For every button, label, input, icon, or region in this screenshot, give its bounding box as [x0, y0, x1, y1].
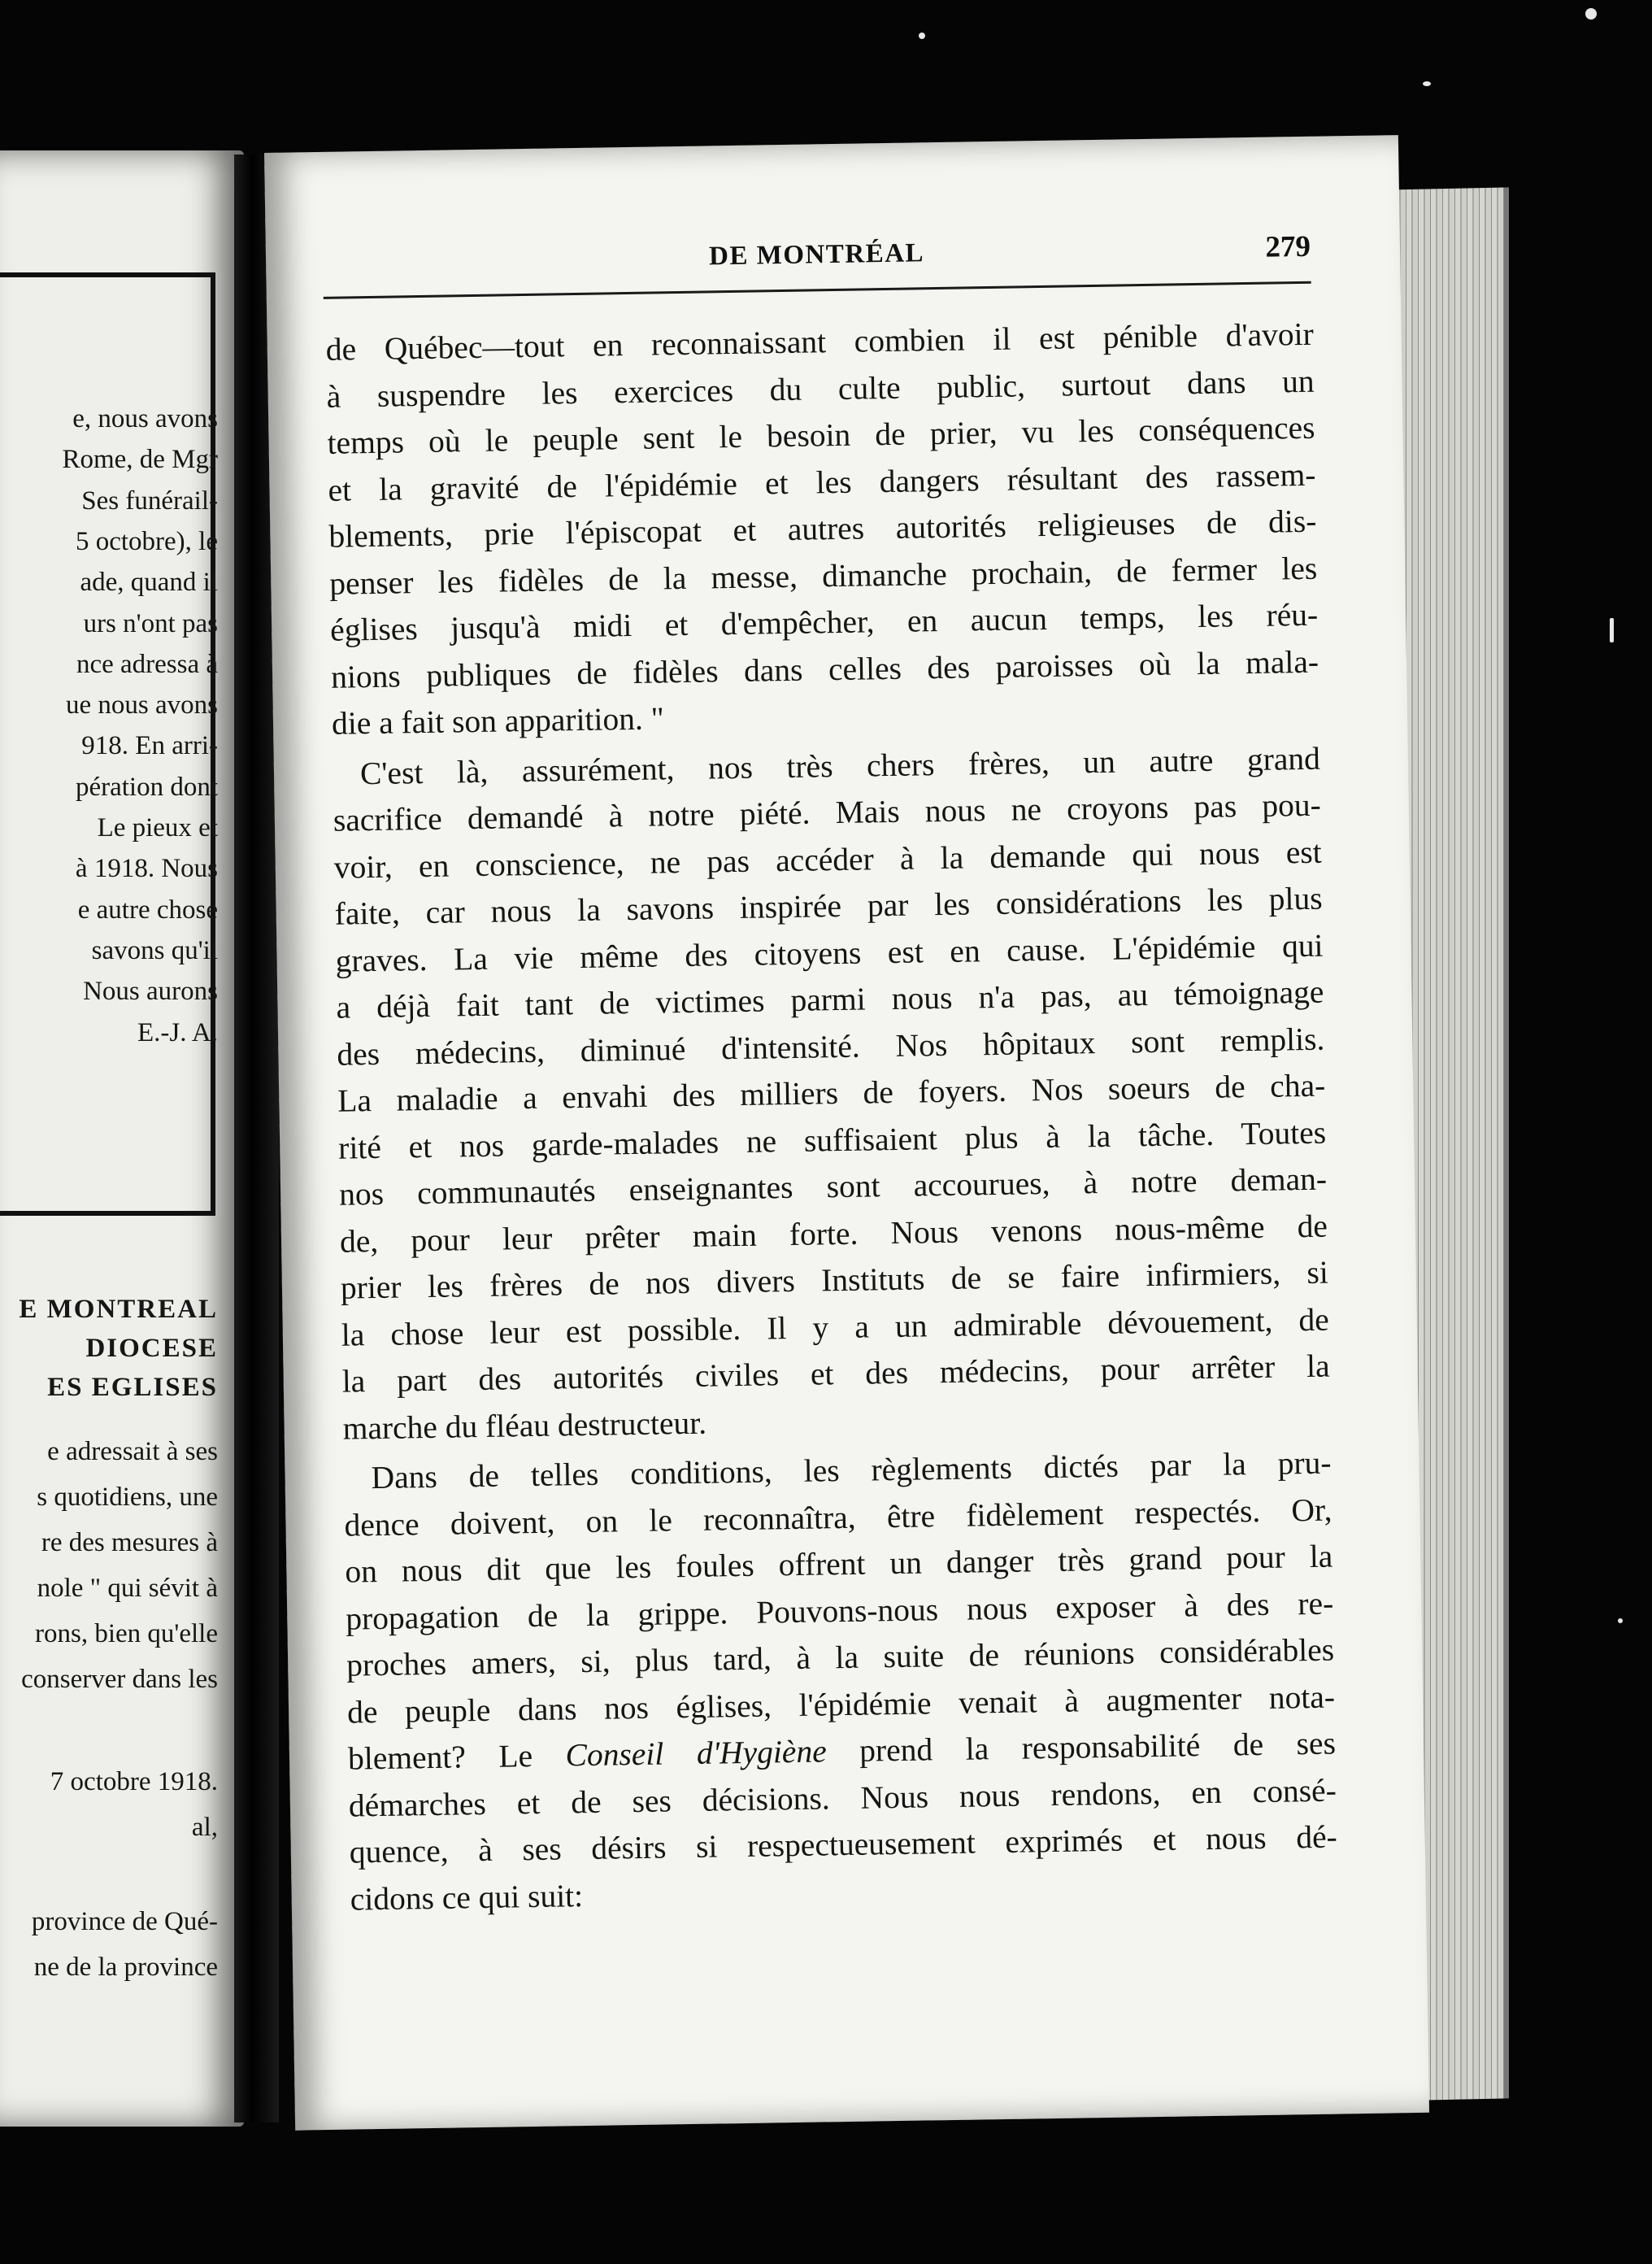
left-page-line: ade, quand il: [80, 568, 218, 598]
running-title: DE MONTRÉAL: [708, 238, 925, 272]
left-page-line: Nous aurons: [83, 977, 218, 1007]
text-line: de Québec—tout en reconnaissant combien il est pénible d'avoir: [325, 316, 1315, 368]
dust-speck: [1423, 81, 1431, 86]
text-line: a déjà fait tant de victimes parmi nous n'a pas, au témoignage: [336, 973, 1324, 1025]
text-line: graves. La vie même des citoyens est en cause. L'épidémie qui: [335, 927, 1324, 979]
running-head: [323, 229, 1311, 299]
left-page-line: E.-J. A.: [137, 1017, 218, 1047]
left-page-line: ue nous avons: [66, 690, 218, 721]
text-line: la part des autorités civiles et des médecins, pour arrêter la: [341, 1348, 1330, 1400]
left-page-line: ne de la province: [33, 1953, 218, 1982]
left-page-line: e autre chose: [77, 895, 218, 925]
dust-speck: [1610, 618, 1614, 642]
text-line: églises jusqu'à midi et d'empêcher, en aucun temps, les réu-: [329, 596, 1319, 648]
text-line: démarches et de ses décisions. Nous nous rendons, en consé-: [348, 1772, 1337, 1824]
text-line: quence, à ses désirs si respectueusement exprimés et nous dé-: [349, 1818, 1338, 1870]
left-page-line: Rome, de Mgr: [62, 445, 218, 475]
dust-speck: [1585, 8, 1597, 20]
left-page-line: à 1918. Nous: [75, 854, 218, 884]
text-line: des médecins, diminué d'intensité. Nos hôpitaux sont remplis.: [337, 1021, 1325, 1073]
left-page-line: province de Qué-: [31, 1907, 218, 1936]
text-line: proches amers, si, plus tard, à la suite de réunions considérables: [346, 1631, 1335, 1683]
italic-title: Conseil d'Hygiène: [565, 1733, 827, 1774]
left-page-line: E MONTREAL: [19, 1295, 218, 1324]
paragraph: [333, 735, 1331, 1452]
body-text: [325, 311, 1338, 1923]
text-segment: prend la responsabilité de ses: [826, 1725, 1337, 1770]
left-page-line: Ses funérail-: [81, 485, 218, 516]
left-page-line: urs n'ont pas: [83, 608, 218, 638]
left-page-line: re des mesures à: [41, 1528, 218, 1557]
left-page-line: nole " qui sévit à: [37, 1574, 218, 1603]
text-line: à suspendre les exercices du culte public, surtout dans un: [326, 363, 1315, 415]
text-line: die a fait son apparition. ": [331, 700, 665, 742]
text-line: La maladie a envahi des milliers de foyers. Nos soeurs de cha-: [337, 1067, 1326, 1119]
left-page-line: conserver dans les: [21, 1665, 218, 1694]
paragraph: [343, 1440, 1338, 1923]
left-page-line: savons qu'il: [91, 935, 218, 965]
text-line: et la gravité de l'épidémie et les dangers résultant des rassem-: [328, 456, 1316, 508]
left-page-line: e, nous avons: [72, 404, 218, 433]
left-page-line: 5 octobre), le: [75, 526, 218, 556]
left-page-line: al,: [191, 1813, 218, 1842]
text-line: temps où le peuple sent le besoin de prier, vu les conséquences: [327, 409, 1315, 461]
text-line: nions publiques de fidèles dans celles des paroisses où la mala-: [330, 643, 1319, 695]
text-line: penser les fidèles de la messe, dimanche prochain, de fermer les: [328, 550, 1318, 602]
text-segment: blement? Le: [347, 1737, 566, 1777]
left-page-line: ES EGLISES: [47, 1373, 218, 1402]
dust-speck: [919, 33, 925, 39]
left-page-line: 918. En arri-: [81, 731, 218, 761]
text-line: de peuple dans nos églises, l'épidémie venait à augmenter nota-: [346, 1678, 1336, 1731]
left-page-line: pération dont: [75, 772, 218, 802]
text-line: dence doivent, on le reconnaîtra, être fidèlement respectés. Or,: [344, 1491, 1332, 1543]
left-page-line: 7 octobre 1918.: [50, 1767, 218, 1796]
left-page-line: rons, bien qu'elle: [35, 1619, 218, 1648]
text-line: voir, en conscience, ne pas accéder à la demande qui nous est: [333, 834, 1323, 886]
text-line: marche du fléau destructeur.: [342, 1404, 707, 1447]
text-line: prier les frères de nos divers Instituts de se faire infirmiers, si: [340, 1254, 1329, 1306]
text-line: blements, prie l'épiscopat et autres autorités religieuses de dis-: [328, 503, 1317, 555]
text-line: on nous dit que les foules offrent un danger très grand pour la: [345, 1538, 1333, 1590]
text-line: de, pour leur prêter main forte. Nous venons nous-même de: [339, 1208, 1328, 1260]
text-line: Dans de telles conditions, les règlements dictés par la pru-: [371, 1444, 1332, 1496]
left-page: [0, 150, 244, 2127]
text-line: la chose leur est possible. Il y a un admirable dévouement, de: [341, 1301, 1330, 1353]
text-line: rité et nos garde-malades ne suffisaient plus à la tâche. Toutes: [337, 1114, 1327, 1166]
text-line: nos communautés enseignantes sont accourues, à notre deman-: [338, 1160, 1328, 1213]
paragraph: [325, 311, 1319, 748]
left-page-line: DIOCESE: [85, 1334, 218, 1363]
left-page-line: e adressait à ses: [47, 1437, 218, 1466]
left-page-line: nce adressa à: [76, 649, 218, 679]
left-page-line: s quotidiens, une: [37, 1482, 218, 1512]
text-line: sacrifice demandé à notre piété. Mais nous ne croyons pas pou-: [333, 786, 1322, 838]
page-number: 279: [1265, 229, 1311, 264]
text-line: propagation de la grippe. Pouvons-nous nous exposer à des re-: [345, 1585, 1334, 1637]
text-line: C'est là, assurément, nos très chers frères, un autre grand: [359, 740, 1321, 791]
text-line: faite, car nous la savons inspirée par les considérations les plus: [334, 880, 1323, 932]
left-page-line: Le pieux et: [97, 813, 218, 842]
dust-speck: [1618, 1618, 1623, 1623]
text-line: cidons ce qui suit:: [350, 1877, 584, 1918]
right-page: [264, 135, 1429, 2131]
